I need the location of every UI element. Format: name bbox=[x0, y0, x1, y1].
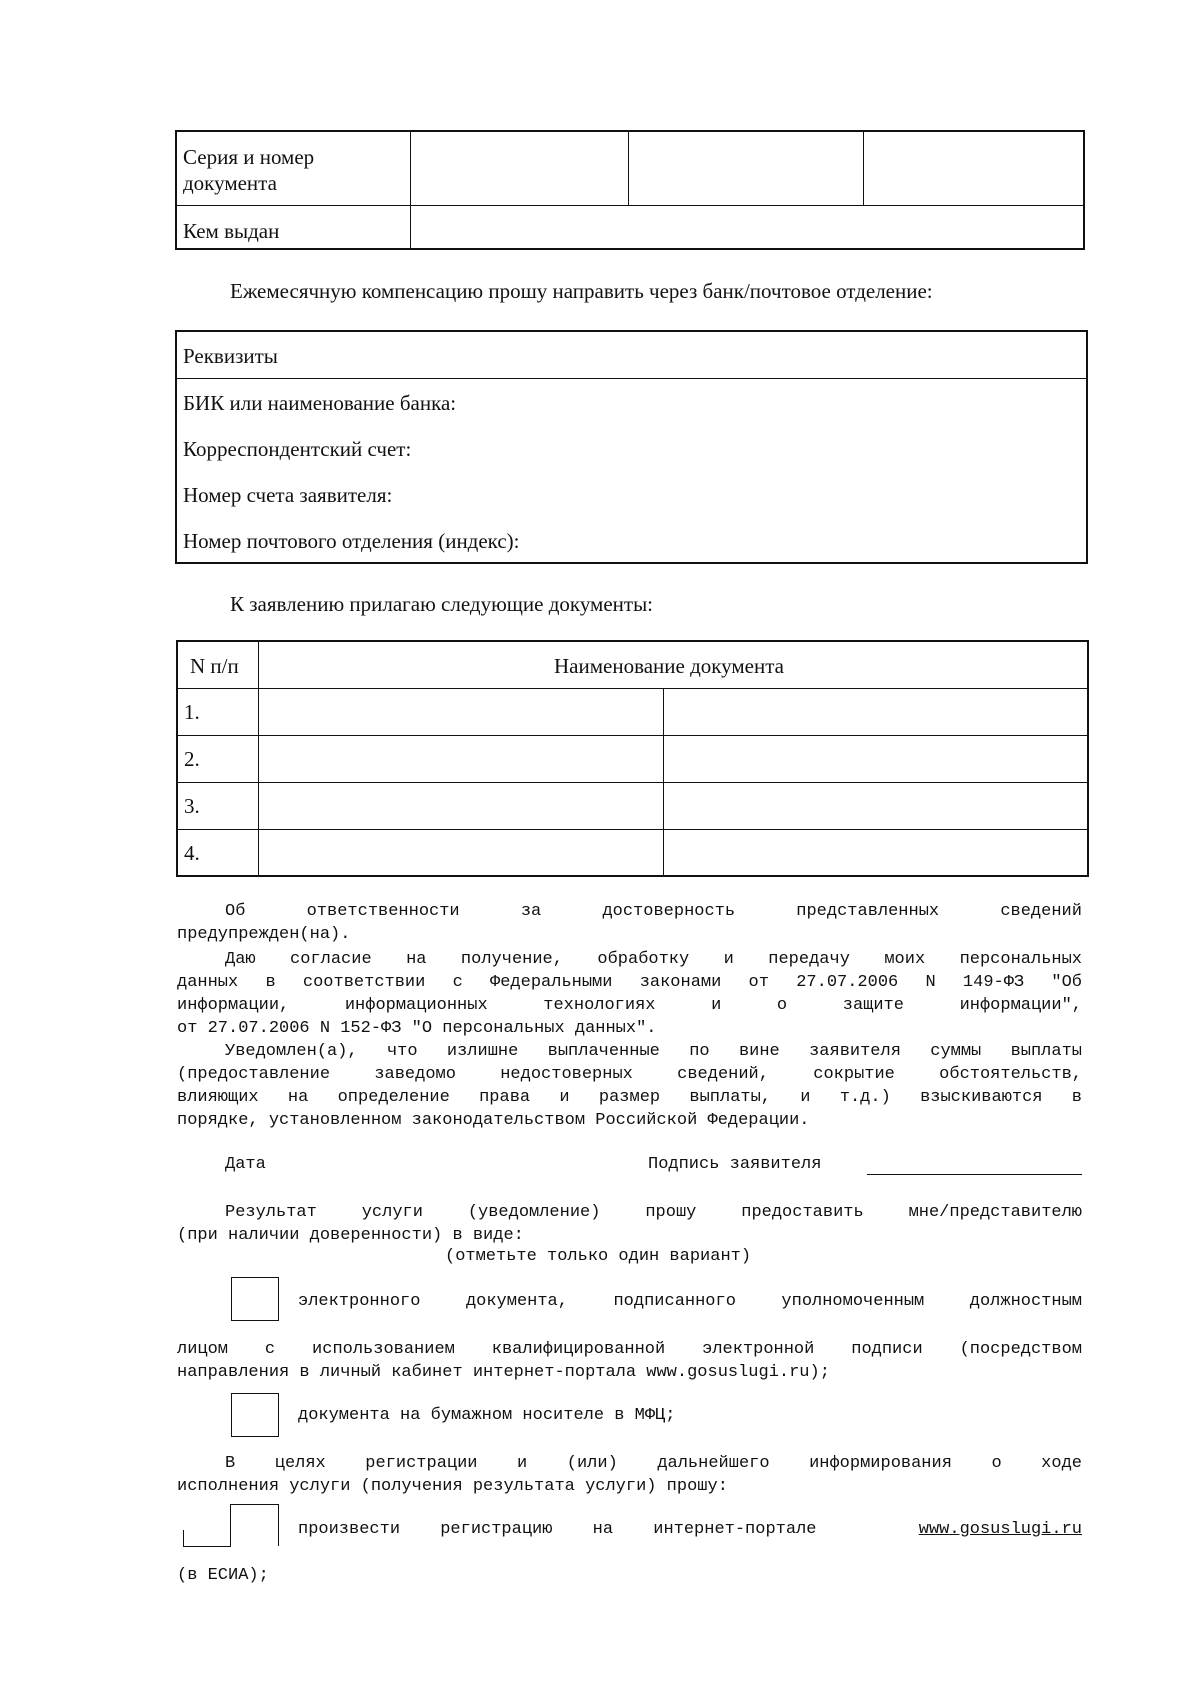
series-cell-3[interactable] bbox=[863, 132, 864, 205]
option-esia-line-1: произвести регистрацию на интернет-портале www.gosuslugi.ru bbox=[298, 1520, 1082, 1539]
option-electronic-line-2: лицом с использованием квалифицированной электронной подписи (посредством bbox=[177, 1340, 1082, 1359]
issued-cell[interactable] bbox=[410, 205, 411, 248]
bank-details-table bbox=[175, 330, 1088, 564]
signature-field[interactable] bbox=[867, 1174, 1082, 1175]
consent-line-2: данных в соответствии с Федеральными законами от 27.07.2006 N 149-ФЗ "Об bbox=[177, 973, 1082, 992]
option-electronic-checkbox[interactable] bbox=[231, 1277, 279, 1321]
signature-label: Подпись заявителя bbox=[648, 1155, 822, 1174]
registration-line-1: В целях регистрации и (или) дальнейшего информирования о ходе bbox=[225, 1454, 1082, 1473]
option-esia-checkbox[interactable] bbox=[183, 1504, 280, 1548]
attach-row-1-cell-b[interactable] bbox=[665, 690, 1085, 734]
consent-line-3: информации, информационных технологиях и о защите информации", bbox=[177, 996, 1082, 1015]
applicant-account-label: Номер счета заявителя: bbox=[183, 483, 393, 507]
attach-intro: К заявлению прилагаю следующие документы: bbox=[230, 592, 654, 616]
col-name-header: Наименование документа bbox=[554, 654, 784, 678]
result-line-2: (при наличии доверенности) в виде: bbox=[177, 1226, 524, 1245]
option-paper-checkbox[interactable] bbox=[231, 1393, 279, 1437]
attach-row-3-num: 3. bbox=[184, 794, 200, 818]
gosuslugi-link[interactable]: www.gosuslugi.ru bbox=[918, 1520, 1082, 1539]
col-num-header: N п/п bbox=[190, 654, 239, 678]
option-electronic-line-3: направления в личный кабинет интернет-портала www.gosuslugi.ru); bbox=[177, 1363, 830, 1382]
consent-line-4: от 27.07.2006 N 152-ФЗ "О персональных данных". bbox=[177, 1019, 657, 1038]
notice-line-1: Уведомлен(а), что излишне выплаченные по вине заявителя суммы выплаты bbox=[225, 1042, 1082, 1061]
corr-account-label: Корреспондентский счет: bbox=[183, 437, 412, 461]
date-label: Дата bbox=[225, 1155, 266, 1174]
attach-row-4-num: 4. bbox=[184, 841, 200, 865]
attach-row-1-cell-a[interactable] bbox=[260, 690, 661, 734]
option-paper-label: документа на бумажном носителе в МФЦ; bbox=[298, 1406, 676, 1425]
consent-line-1: Даю согласие на получение, обработку и передачу моих персональных bbox=[225, 950, 1082, 969]
bank-header: Реквизиты bbox=[183, 344, 278, 368]
postal-index-label: Номер почтового отделения (индекс): bbox=[183, 529, 520, 553]
attach-row-1-num: 1. bbox=[184, 700, 200, 724]
series-label: Серия и номер документа bbox=[183, 145, 315, 195]
result-hint: (отметьте только один вариант) bbox=[445, 1247, 752, 1266]
document-table bbox=[175, 130, 1085, 250]
attachments-table bbox=[176, 640, 1089, 877]
bank-intro: Ежемесячную компенсацию прошу направить через банк/почтовое отделение: bbox=[230, 279, 933, 303]
issued-label: Кем выдан bbox=[183, 219, 280, 243]
series-cell-1[interactable] bbox=[410, 132, 411, 205]
series-cell-2[interactable] bbox=[628, 132, 629, 205]
notice-line-2: (предоставление заведомо недостоверных сведений, сокрытие обстоятельств, bbox=[177, 1065, 1082, 1084]
notice-line-4: порядке, установленном законодательством Российской Федерации. bbox=[177, 1111, 810, 1130]
document-series-row bbox=[177, 132, 1083, 206]
bank-header-row bbox=[177, 332, 1086, 379]
attach-row-2-num: 2. bbox=[184, 747, 200, 771]
result-line-1: Результат услуги (уведомление) прошу предоставить мне/представителю bbox=[225, 1203, 1082, 1222]
bik-label: БИК или наименование банка: bbox=[183, 391, 457, 415]
responsibility-line-2: предупрежден(на). bbox=[177, 925, 351, 944]
option-electronic-line-1: электронного документа, подписанного уполномоченным должностным bbox=[298, 1292, 1082, 1311]
responsibility-line: Об ответственности за достоверность представленных сведений bbox=[225, 902, 1082, 921]
option-esia-line-2: (в ЕСИА); bbox=[177, 1566, 269, 1585]
notice-line-3: влияющих на определение права и размер выплаты, и т.д.) взыскиваются в bbox=[177, 1088, 1082, 1107]
registration-line-2: исполнения услуги (получения результата услуги) прошу: bbox=[177, 1477, 728, 1496]
